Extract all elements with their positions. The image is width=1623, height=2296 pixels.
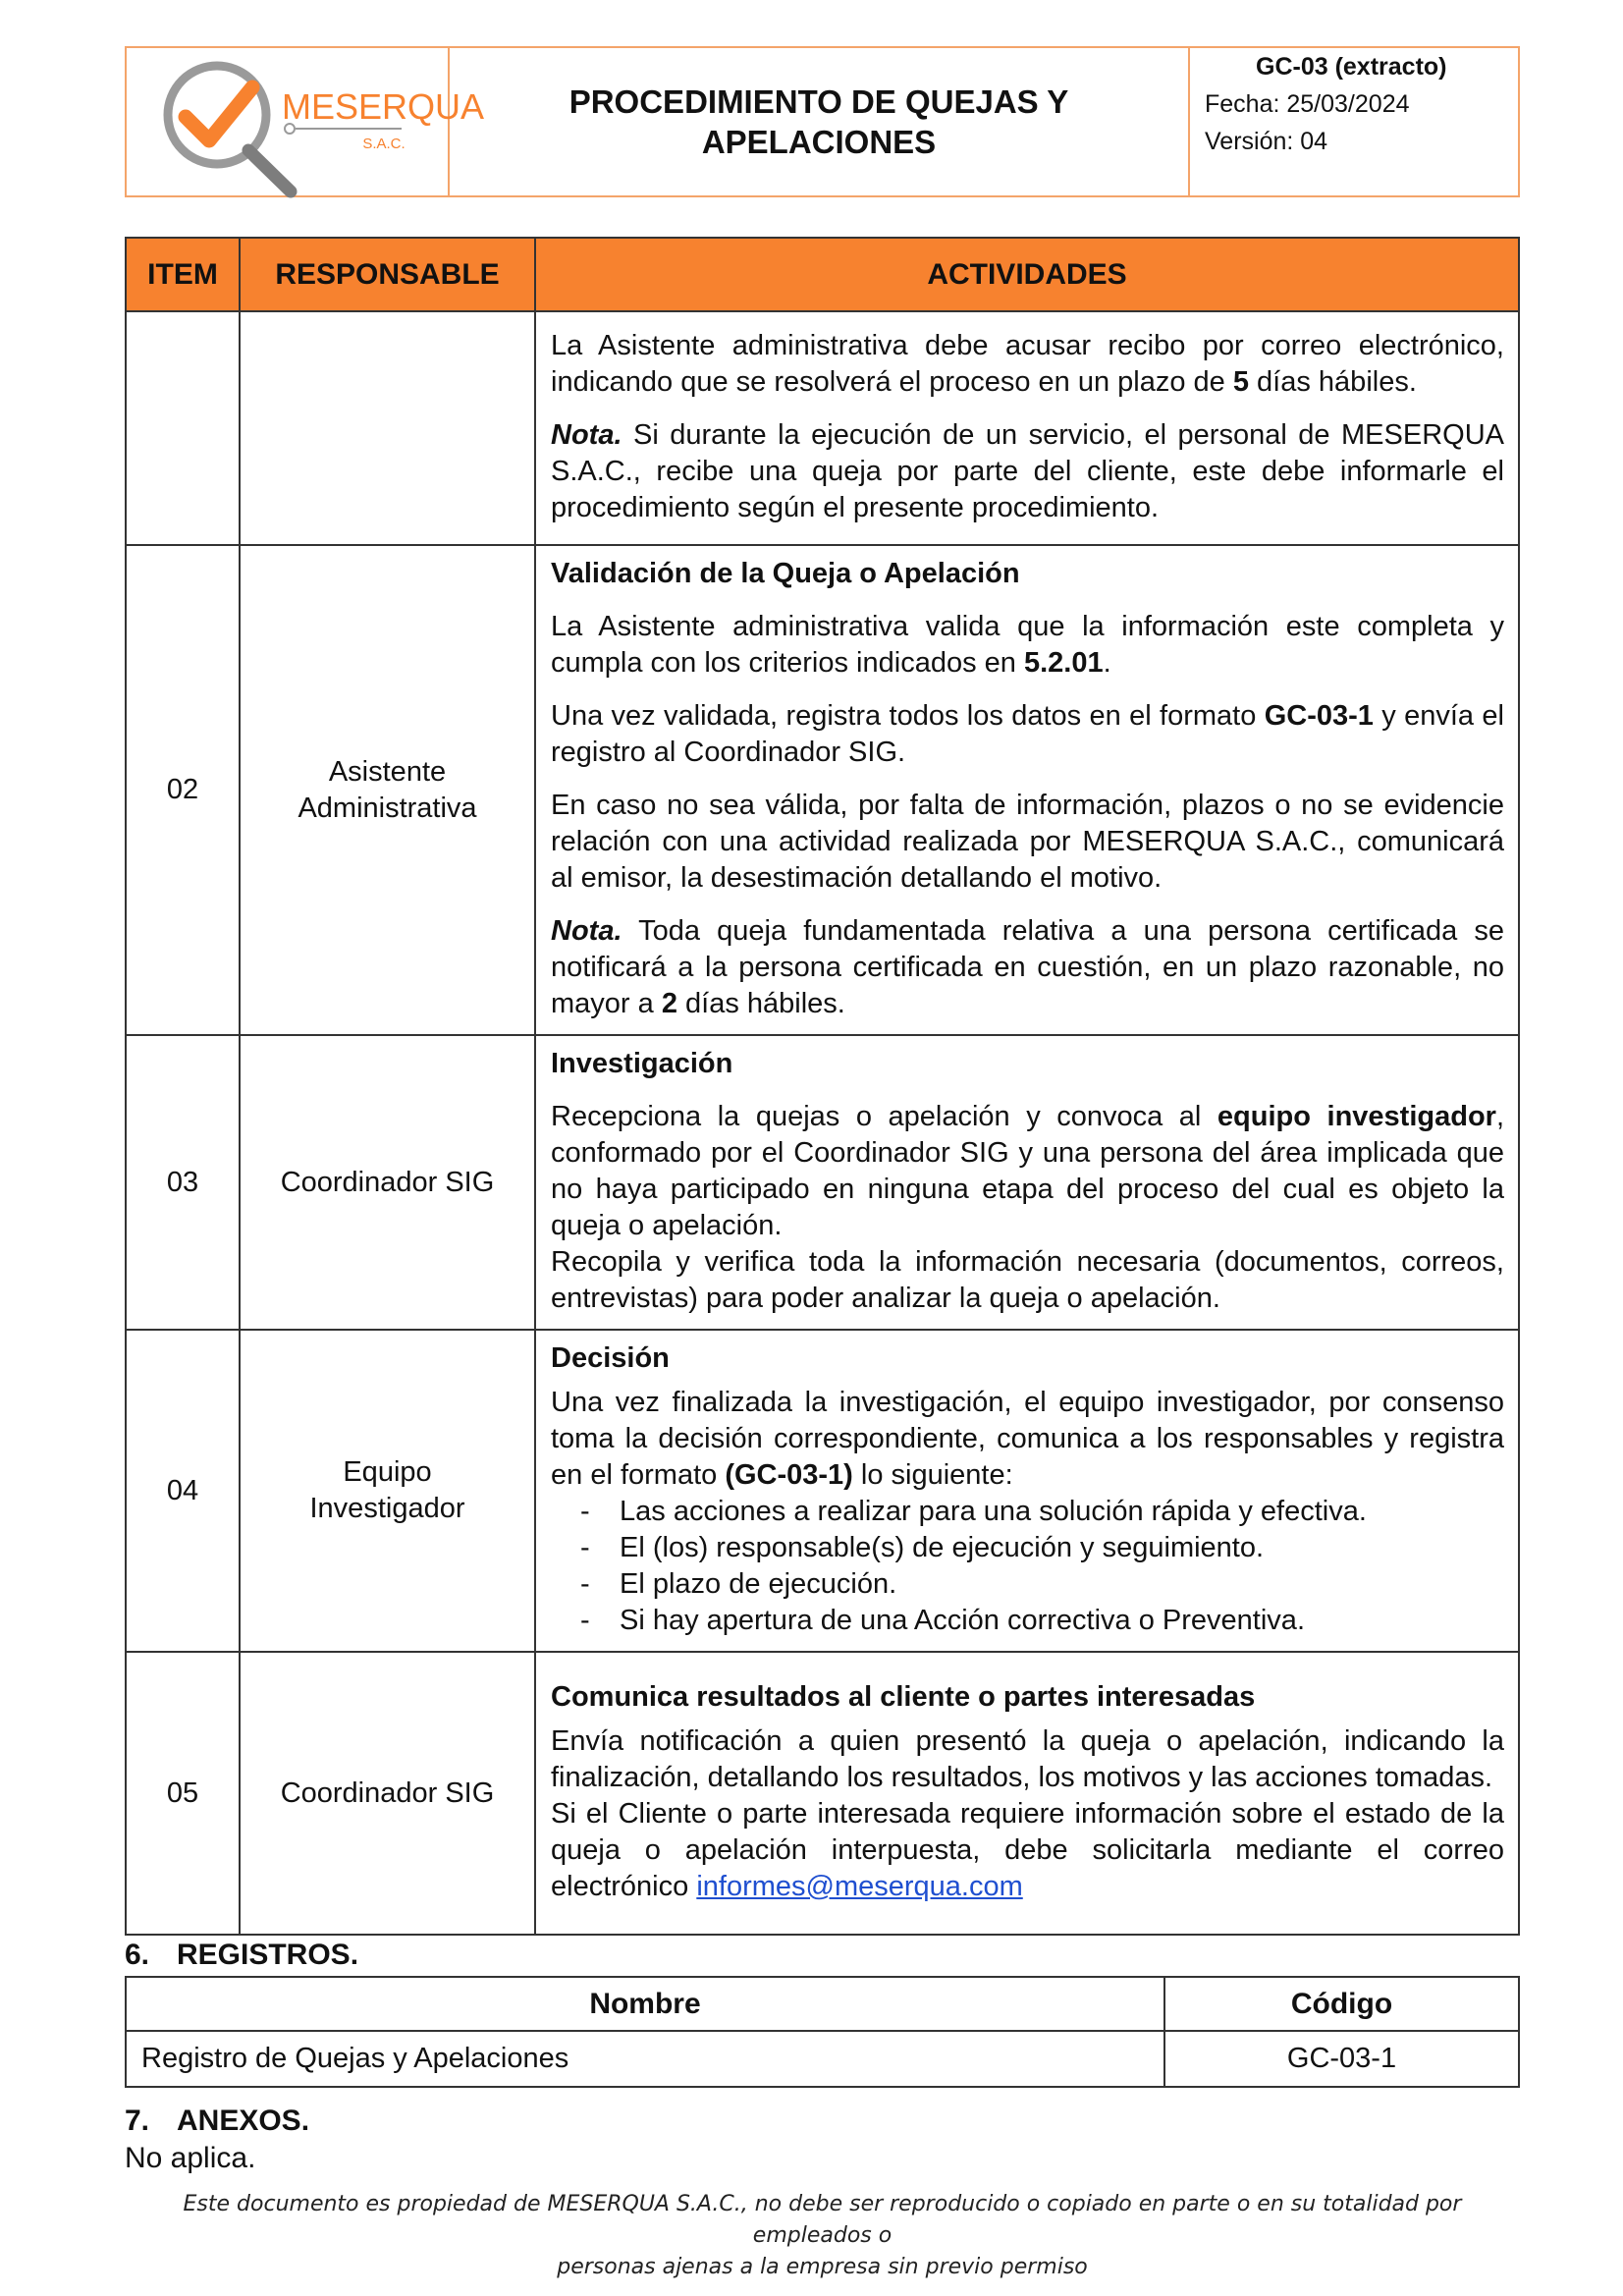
responsable-cell: Equipo Investigador [240, 1330, 535, 1652]
document-code: GC-03 (extracto) [1256, 53, 1447, 81]
actividades-cell: Comunica resultados al cliente o partes interesadas Envía notificación a quien presentó la queja o apelación, indicando la finalización, detallando los resultados, los motivos y las acciones tomadas. Si el Cliente o parte interesada requiere información sobre el estado de la queja o apelación interpuesta, debe solicitarla mediante el correo electrónico informes@meserqua.com [535, 1652, 1519, 1935]
list-item: - El (los) responsable(s) de ejecución y seguimiento. [580, 1530, 1504, 1566]
table-row [126, 311, 1519, 545]
activity-heading: Comunica resultados al cliente o partes interesadas [551, 1681, 1256, 1713]
logo-text: MESERQUA [282, 86, 485, 127]
decision-list [551, 1494, 1504, 1639]
section-anexos-heading: 7. ANEXOS. [125, 2105, 310, 2137]
col-item-header: ITEM [126, 238, 240, 311]
responsable-cell: Coordinador SIG [240, 1652, 535, 1935]
table-row [126, 2031, 1519, 2087]
col-actividades-header: ACTIVIDADES [535, 238, 1519, 311]
company-logo [127, 48, 485, 195]
activity-heading: Decisión [551, 1342, 670, 1374]
list-item: - Las acciones a realizar para una solución rápida y efectiva. [580, 1494, 1504, 1530]
actividades-cell: Investigación Recepciona la quejas o apelación y convoca al equipo investigador, conformado por el Coordinador SIG y una persona del área implicada que no haya participado en ninguna etapa del proceso del cual es objeto la queja o apelación. Recopila y verifica toda la información necesaria (documentos, correos, entrevistas) para poder analizar la queja o apelación. [535, 1035, 1519, 1330]
activity-heading: Investigación [551, 1048, 733, 1079]
actividades-cell: Validación de la Queja o Apelación La Asistente administrativa valida que la información este completa y cumpla con los criterios indicados en 5.2.01. Una vez validada, registra todos los datos en el formato GC-03-1 y envía el registro al Coordinador SIG. En caso no sea válida, por falta de información, plazos o no se evidencie relación con una actividad realizada por MESERQUA S.A.C., comunicará al emisor, la desestimación detallando el motivo. Nota. Toda queja fundamentada relativa a una persona certificada se notificará a la persona certificada en cuestión, en un plazo razonable, no mayor a 2 días hábiles. [535, 545, 1519, 1035]
list-item: - Si hay apertura de una Acción correctiva o Preventiva. [580, 1603, 1504, 1639]
registros-table [125, 1976, 1520, 2088]
responsable-cell: Coordinador SIG [240, 1035, 535, 1330]
col-responsable-header: RESPONSABLE [240, 238, 535, 311]
item-cell: 04 [126, 1330, 240, 1652]
document-meta [1190, 48, 1518, 195]
item-cell: 02 [126, 545, 240, 1035]
item-cell: 05 [126, 1652, 240, 1935]
responsable-cell: Asistente Administrativa [240, 545, 535, 1035]
procedure-table [125, 237, 1520, 1936]
registro-name: Registro de Quejas y Apelaciones [126, 2031, 1164, 2087]
footer-disclaimer: Este documento es propiedad de MESERQUA S.A.C., no debe ser reproducido o copiado en parte o en su totalidad por empleados o personas ajenas a la empresa sin previo permiso [183, 2192, 1462, 2279]
responsable-cell [240, 311, 535, 545]
section-registros-heading: 6. REGISTROS. [125, 1939, 359, 1971]
document-version: Versión: 04 [1205, 128, 1328, 155]
table-header-row [126, 238, 1519, 311]
magnifier-check-logo-icon [127, 48, 485, 195]
document-header [125, 46, 1520, 197]
actividades-cell: Decisión Una vez finalizada la investigación, el equipo investigador, por consenso toma la decisión correspondiente, comunica a los responsables y registra en el formato (GC-03-1) lo siguiente: - Las acciones a realizar para una solución rápida y efectiva. - El (los) responsable(s) de ejecución y seguimiento. - El plazo de ejecución. - Si hay apertura de una Acción correctiva o Preventiva. [535, 1330, 1519, 1652]
email-link[interactable]: informes@meserqua.com [696, 1871, 1023, 1902]
logo-subtext: S.A.C. [362, 136, 406, 152]
registros-header-row [126, 1977, 1519, 2031]
document-title: PROCEDIMIENTO DE QUEJAS Y APELACIONES [450, 48, 1190, 195]
item-cell [126, 311, 240, 545]
table-row [126, 1652, 1519, 1935]
table-row [126, 545, 1519, 1035]
col-codigo-header: Código [1164, 1977, 1519, 2031]
actividades-cell: La Asistente administrativa debe acusar recibo por correo electrónico, indicando que se resolverá el proceso en un plazo de 5 días hábiles. Nota. Si durante la ejecución de un servicio, el personal de MESERQUA S.A.C., recibe una queja por parte del cliente, este debe informarle el procedimiento según el presente procedimiento. [535, 311, 1519, 545]
table-row [126, 1035, 1519, 1330]
item-cell: 03 [126, 1035, 240, 1330]
anexos-text: No aplica. [125, 2142, 256, 2174]
table-row [126, 1330, 1519, 1652]
registro-code: GC-03-1 [1164, 2031, 1519, 2087]
list-item: - El plazo de ejecución. [580, 1566, 1504, 1603]
activity-heading: Validación de la Queja o Apelación [551, 558, 1020, 589]
col-nombre-header: Nombre [126, 1977, 1164, 2031]
document-date: Fecha: 25/03/2024 [1205, 90, 1410, 118]
